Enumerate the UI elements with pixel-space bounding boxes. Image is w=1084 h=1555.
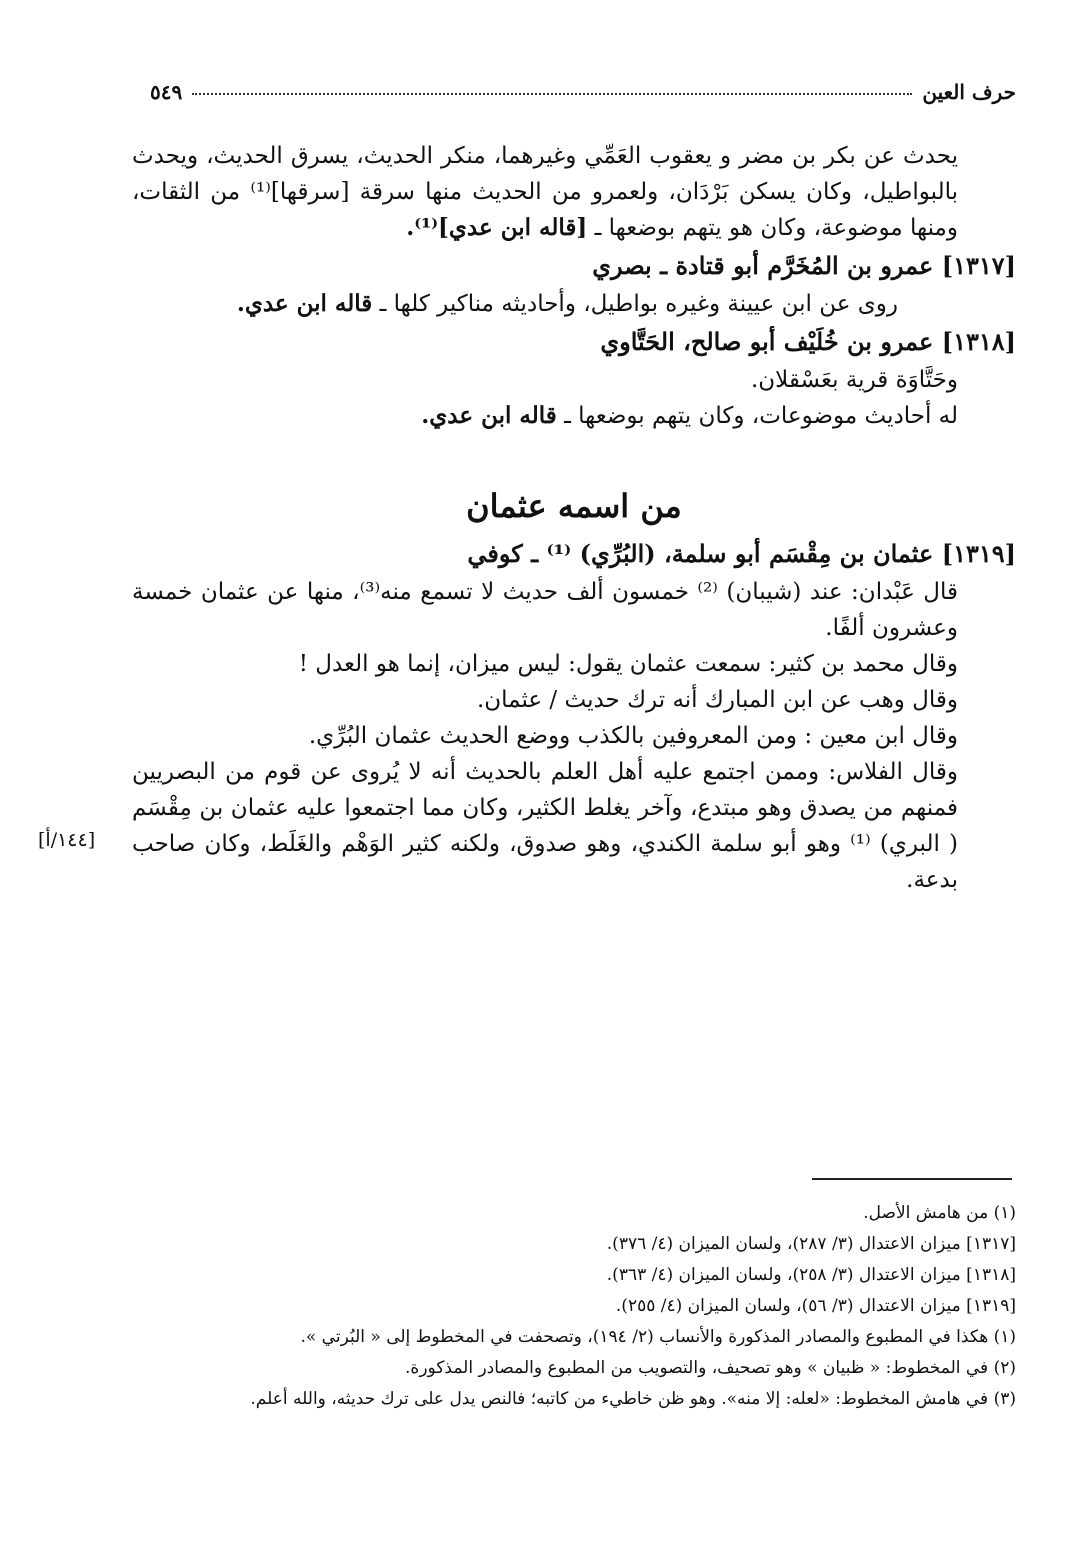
- entry-heading-1319: [١٣١٩] عثمان بن مِقْسَم أبو سلمة، (البُرِّي) ⁽¹⁾ ـ كوفي: [467, 539, 1016, 568]
- source-citation: قاله ابن عدي.: [421, 402, 557, 429]
- entry-text-1319-kathir: وقال محمد بن كثير: سمعت عثمان يقول: ليس ميزان، إنما هو العدل !: [298, 651, 958, 677]
- running-title: حرف العين: [922, 80, 1016, 104]
- footnote: (١) هكذا في المطبوع والمصادر المذكورة والأنساب (٢/ ١٩٤)، وتصحفت في المخطوط إلى « البُرتي ».: [300, 1327, 1016, 1347]
- entry-text-1319-fallas: وقال الفلاس: وممن اجتمع عليه أهل العلم بالحديث أنه لا يُروى عن قوم من البصريين فمنهم من يصدق وهو مبتدع، وآخر يغلط الكثير، وكان مما اجتمعوا عليه عثمان بن مِقْسَم ( البري) ⁽¹⁾ وهو أبو سلمة الكندي، وهو صدوق، ولكنه كثير الوَهْم والغَلَط، وكان صاحب بدعة.: [132, 759, 958, 893]
- entry-heading-1318: [١٣١٨] عمرو بن خُلَيْف أبو صالح، الحَتَّاوي: [600, 327, 1016, 356]
- footnote: (١) من هامش الأصل.: [863, 1203, 1016, 1223]
- entry-text-1319-maeen: وقال ابن معين : ومن المعروفين بالكذب ووضع الحديث عثمان البُرِّي.: [308, 723, 958, 749]
- manuscript-folio-note: [١٤٤/أ]: [38, 829, 96, 851]
- entry-text-1319-abdan: قال عَبْدان: عند (شيبان) ⁽²⁾ خمسون ألف حديث لا تسمع منه⁽³⁾، منها عن عثمان خمسة وعشرون ألفًا.: [132, 579, 958, 641]
- footnote: (٢) في المخطوط: « ظبيان » وهو تصحيف، والتصويب من المطبوع والمصادر المذكورة.: [405, 1358, 1016, 1378]
- footnote: (٣) في هامش المخطوط: «لعله: إلا منه». وهو ظن خاطيء من كاتبه؛ فالنص يدل على ترك حديثه، والله أعلم.: [250, 1389, 1016, 1409]
- section-title: من اسمه عثمان: [466, 487, 682, 525]
- footnote: [١٣١٨] ميزان الاعتدال (٣/ ٢٥٨)، ولسان الميزان (٤/ ٣٦٣).: [606, 1265, 1016, 1285]
- page-header: [150, 74, 1016, 110]
- entry-text-1318: له أحاديث موضوعات، وكان يتهم بوضعها ـ قاله ابن عدي.: [421, 402, 958, 429]
- entry-text-1317: روى عن ابن عيينة وغيره بواطيل، وأحاديثه مناكير كلها ـ قاله ابن عدي.: [236, 290, 898, 317]
- source-citation: قاله ابن عدي.: [236, 290, 373, 317]
- page-number: ٥٤٩: [150, 80, 183, 104]
- footnote: [١٣١٩] ميزان الاعتدال (٣/ ٥٦)، ولسان الميزان (٤/ ٢٥٥).: [615, 1296, 1016, 1316]
- footnote-separator: [812, 1178, 1012, 1180]
- paragraph-continuation: يحدث عن بكر بن مضر و يعقوب العَمِّي وغيرهما، منكر الحديث، يسرق الحديث، ويحدث بالبواطيل، وكان يسكن بَرْدَان، ولعمرو من الحديث منها سرقة [سرقها]⁽¹⁾ من الثقات، ومنها موضوعة، وكان هو يتهم بوضعها ـ [قاله ابن عدي]⁽¹⁾.: [132, 143, 958, 241]
- entry-heading-1317: [١٣١٧] عمرو بن المُخَرَّم أبو قتادة ـ بصري: [592, 251, 1016, 280]
- entry-text-1318-place: وحَتَّاوَة قرية بعَسْقلان.: [750, 367, 958, 393]
- main-text: [132, 138, 1016, 898]
- footnote: [١٣١٧] ميزان الاعتدال (٣/ ٢٨٧)، ولسان الميزان (٤/ ٣٧٦).: [606, 1234, 1016, 1254]
- header-dotted-rule: [192, 93, 912, 95]
- footnotes: [132, 1198, 1016, 1415]
- source-citation: [قاله ابن عدي]⁽¹⁾.: [406, 214, 588, 241]
- entry-text-1319-wahb: وقال وهب عن ابن المبارك أنه ترك حديث / عثمان.: [476, 687, 958, 713]
